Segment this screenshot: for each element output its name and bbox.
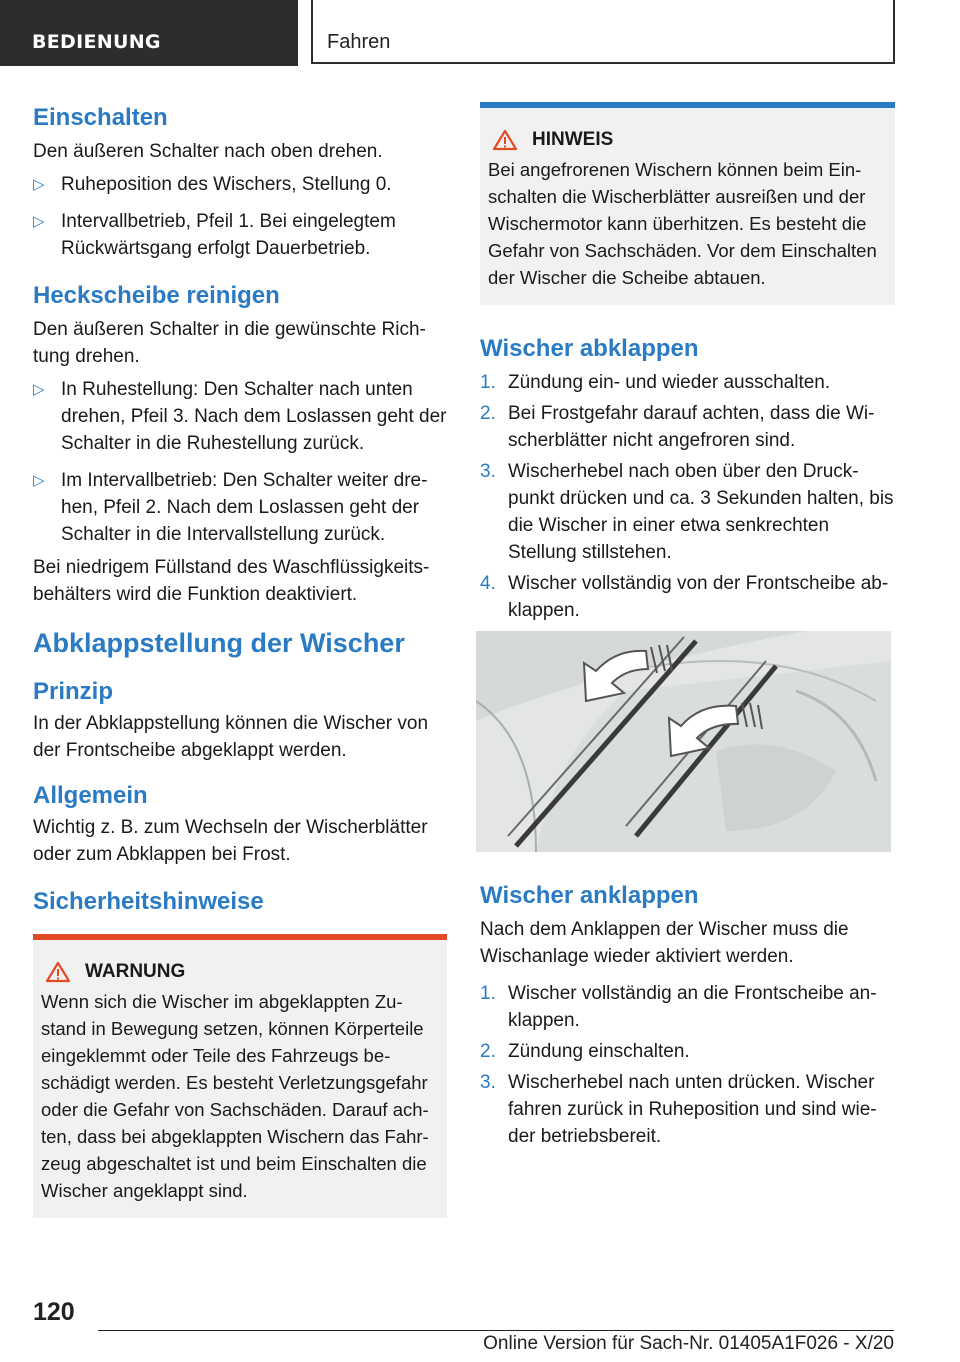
heading-einschalten: Einschalten <box>33 104 168 131</box>
einschalten-intro: Den äußeren Schalter nach oben drehen. <box>33 141 383 162</box>
warning-header <box>41 958 439 986</box>
anklappen-steps <box>480 980 895 1150</box>
warning-box <box>33 934 447 1218</box>
hint-box <box>480 102 895 305</box>
right-column-lower <box>480 880 895 1150</box>
triangle-bullet-icon: ▷ <box>33 381 45 398</box>
footer-divider <box>98 1330 894 1331</box>
anklappen-intro: Nach dem Anklappen der Wischer muss die Wischanlage wieder aktiviert werden. <box>480 919 849 967</box>
triangle-bullet-icon: ▷ <box>33 213 45 230</box>
heading-wischer-anklappen: Wischer anklappen <box>480 882 699 909</box>
wiper-illustration <box>476 631 891 852</box>
allgemein-text: Wichtig z. B. zum Wechseln der Wischerblätter oder zum Abklappen bei Frost. <box>33 817 428 865</box>
triangle-bullet-icon: ▷ <box>33 176 45 193</box>
heading-sicherheitshinweise: Sicherheitshinweise <box>33 888 264 915</box>
list-item: ▷ In Ruhestellung: Den Schalter nach unten drehen, Pfeil 3. Nach dem Loslassen geht der Schalter in die Ruhestellung zurück. <box>33 376 447 457</box>
heading-heckscheibe: Heckscheibe reinigen <box>33 282 280 309</box>
triangle-bullet-icon: ▷ <box>33 472 45 489</box>
hint-label: HINWEIS <box>532 129 614 150</box>
list-item: 3. Wischerhebel nach oben über den Druck‐punkt drücken und ca. 3 Sekunden halten, bis die Wischer in einer etwa senkrechten Stellung stillstehen. <box>480 461 894 563</box>
heading-abklappstellung: Abklappstellung der Wischer <box>33 628 405 658</box>
right-column <box>480 102 895 624</box>
warning-label: WARNUNG <box>85 961 186 982</box>
list-item: ▷ Intervallbetrieb, Pfeil 1. Bei eingelegtem Rückwärtsgang erfolgt Dauerbetrieb. <box>33 208 447 262</box>
heading-prinzip: Prinzip <box>33 678 114 705</box>
list-item: 4. Wischer vollständig von der Frontscheibe ab‐klappen. <box>480 573 889 621</box>
heading-allgemein: Allgemein <box>33 782 148 809</box>
left-column <box>33 102 447 1218</box>
list-item: ▷ Im Intervallbetrieb: Den Schalter weiter dre‐hen, Pfeil 2. Nach dem Loslassen geht der Schalter in die Intervallstellung zurück. <box>33 467 447 548</box>
abklappen-steps <box>480 369 895 624</box>
heading-wischer-abklappen: Wischer abklappen <box>480 335 699 362</box>
heckscheibe-note: Bei niedrigem Füllstand des Waschflüssigkeits‐behälters wird die Funktion deaktiviert. <box>33 557 430 605</box>
list-item: 1. Zündung ein- und wieder ausschalten. <box>480 372 831 393</box>
hint-header <box>488 126 887 154</box>
einschalten-list <box>33 171 447 262</box>
list-item: 2. Zündung einschalten. <box>480 1041 690 1062</box>
list-item: 3. Wischerhebel nach unten drücken. Wischer fahren zurück in Ruheposition und sind wie‐der betriebsbereit. <box>480 1072 877 1147</box>
prinzip-text: In der Abklappstellung können die Wischer von der Frontscheibe abgeklappt werden. <box>33 713 429 761</box>
warning-triangle-icon <box>45 961 71 983</box>
warning-text: Wenn sich die Wischer im abgeklappten Zu‐stand in Bewegung setzen, können Körperteile eingeklemmt oder Teile des Fahrzeugs be‐schädigt werden. Es besteht Verletzungsgefahr oder die Gefahr von Sachschäden. Darauf ach‐ten, dass bei abgeklappten Wischern das Fahr‐zeug abgeschaltet ist und beim Einschalten die Wischer angeklappt sind. <box>41 991 429 1201</box>
heckscheibe-list <box>33 376 447 548</box>
heckscheibe-intro: Den äußeren Schalter in die gewünschte Rich‐tung drehen. <box>33 319 426 367</box>
page-number: 120 <box>33 1298 75 1326</box>
list-item: ▷ Ruheposition des Wischers, Stellung 0. <box>33 171 447 198</box>
list-item: 1. Wischer vollständig an die Frontscheibe an‐klappen. <box>480 983 877 1031</box>
header-section: BEDIENUNG <box>0 0 298 66</box>
list-item: 2. Bei Frostgefahr darauf achten, dass die Wi‐scherblätter nicht angefroren sind. <box>480 403 875 451</box>
warning-triangle-icon <box>492 129 518 151</box>
footer-version: Online Version für Sach-Nr. 01405A1F026 - X/20 <box>483 1333 894 1354</box>
hint-text: Bei angefrorenen Wischern können beim Ein‐schalten die Wischerblätter ausreißen und der Wischermotor kann überhitzen. Es besteht die Gefahr von Sachschäden. Vor dem Einschalten der Wischer die Scheibe abtauen. <box>488 159 877 288</box>
header-chapter: Fahren <box>311 0 895 64</box>
